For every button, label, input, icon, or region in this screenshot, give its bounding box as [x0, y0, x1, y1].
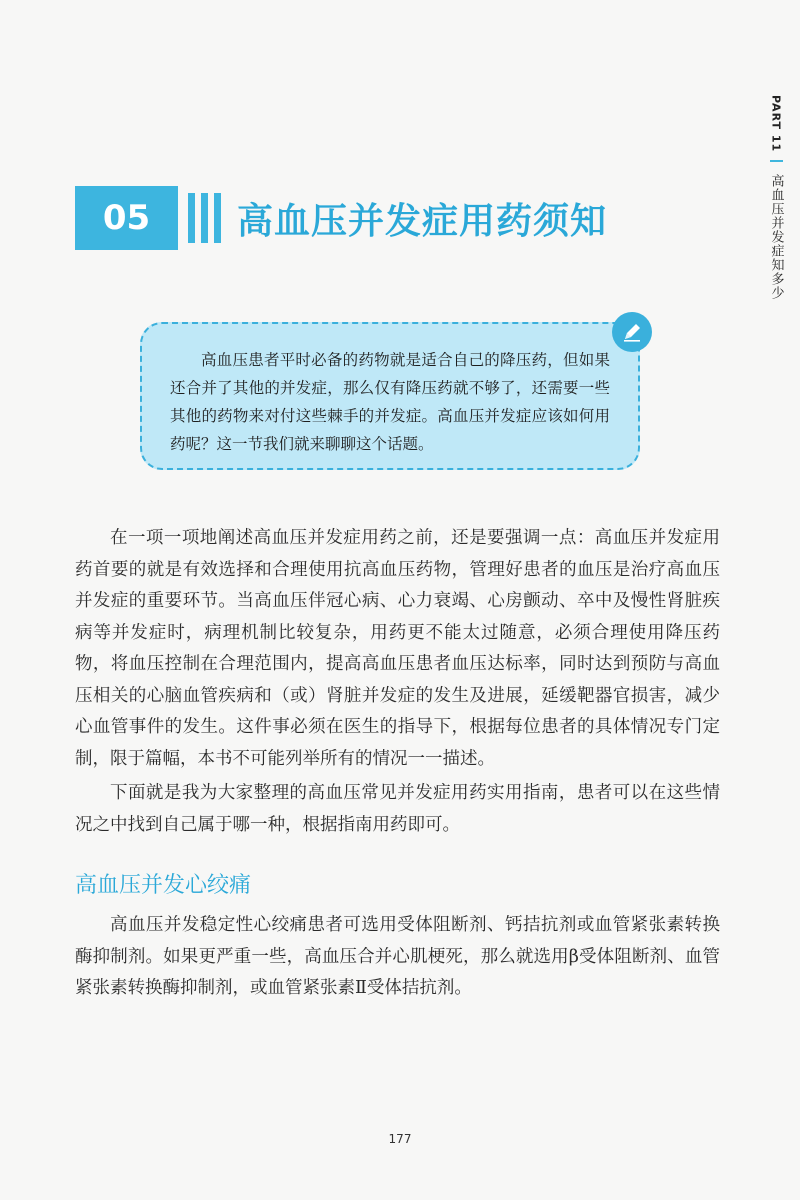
section-heading: 高血压并发心绞痛 [75, 873, 252, 898]
chapter-number: 05 [75, 186, 178, 250]
chapter-bars-decoration [188, 193, 221, 243]
pencil-icon [612, 312, 652, 352]
body-paragraph: 下面就是我为大家整理的高血压常见并发症用药实用指南，患者可以在这些情况之中找到自己属于哪一种，根据指南用药即可。 [75, 783, 720, 835]
section-paragraph: 高血压并发稳定性心绞痛患者可选用受体阻断剂、钙拮抗剂或血管紧张素转换酶抑制剂。如果更严重一些，高血压合并心肌梗死，那么就选用β受体阻断剂、血管紧张素转换酶抑制剂，或血管紧张素Ⅱ受体拮抗剂。 [75, 915, 720, 998]
side-tab-title: 高血压并发症知多少 [768, 174, 784, 301]
side-tab [766, 95, 786, 300]
intro-callout [140, 322, 640, 470]
side-tab-part: PART 11 [770, 95, 783, 162]
chapter-header [75, 186, 607, 250]
section-body [75, 910, 720, 1005]
chapter-title: 高血压并发症用药须知 [237, 200, 608, 242]
page-number: 177 [388, 1132, 412, 1146]
body-paragraph: 在一项一项地阐述高血压并发症用药之前，还是要强调一点：高血压并发症用药首要的就是有效选择和合理使用抗高血压药物，管理好患者的血压是治疗高血压并发症的重要环节。当高血压伴冠心病、心力衰竭、心房颤动、卒中及慢性肾脏疾病等并发症时，病理机制比较复杂，用药更不能太过随意，必须合理使用降压药物，将血压控制在合理范围内，提高高血压患者血压达标率，同时达到预防与高血压相关的心脑血管疾病和（或）肾脏并发症的发生及进展，延缓靶器官损害，减少心血管事件的发生。这件事必须在医生的指导下，根据每位患者的具体情况专门定制，限于篇幅，本书不可能列举所有的情况一一描述。 [75, 528, 720, 769]
callout-text: 高血压患者平时必备的药物就是适合自己的降压药，但如果还合并了其他的并发症，那么仅有降压药就不够了，还需要一些其他的药物来对付这些棘手的并发症。高血压并发症应该如何用药呢？这一节我们就来聊聊这个话题。 [170, 351, 610, 453]
main-body [75, 523, 720, 841]
